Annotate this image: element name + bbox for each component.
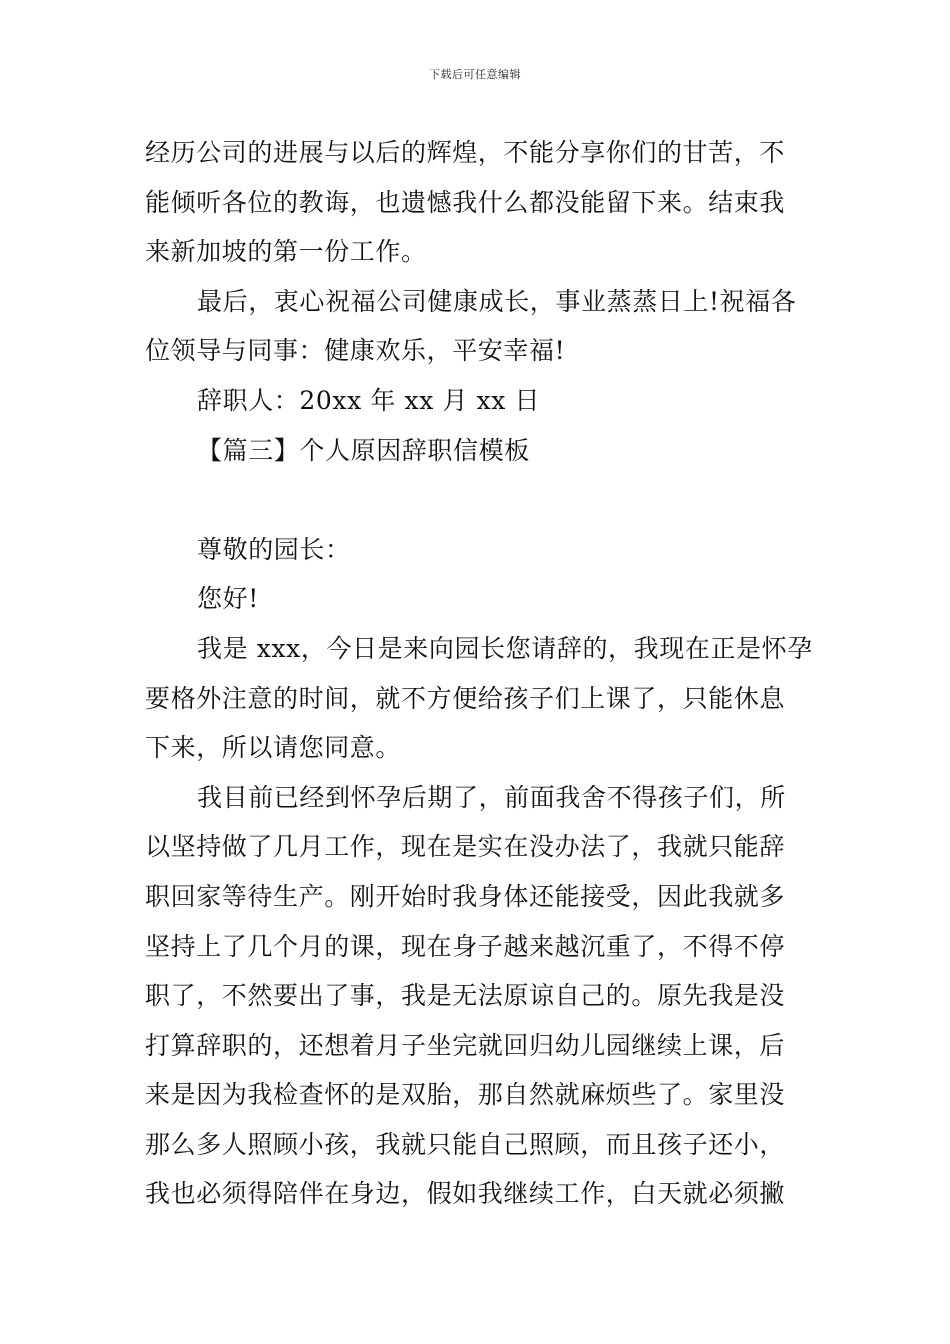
text-line: 最后，衷心祝福公司健康成长，事业蒸蒸日上!祝福各 — [197, 286, 797, 316]
text-line: 能倾听各位的教诲，也遗憾我什么都没能留下来。结束我 — [145, 187, 786, 217]
page-header: 下载后可任意编辑 — [429, 68, 521, 81]
text-line: 来新加坡的第一份工作。 — [145, 237, 427, 267]
text-line: 以坚持做了几月工作，现在是实在没办法了，我就只能辞 — [145, 832, 786, 862]
text-line: 尊敬的园长： — [197, 534, 351, 564]
text-line: 那么多人照顾小孩，我就只能自己照顾，而且孩子还小， — [145, 1129, 786, 1159]
blank-line — [145, 475, 811, 525]
text-line: 来是因为我检查怀的是双胎，那自然就麻烦些了。家里没 — [145, 1080, 786, 1110]
text-line: 下来，所以请您同意。 — [145, 733, 402, 763]
text-line: 您好! — [197, 584, 259, 614]
text-line: 我也必须得陪伴在身边，假如我继续工作，白天就必须撇 — [145, 1179, 786, 1209]
text-line: 【篇三】个人原因辞职信模板 — [197, 435, 530, 465]
text-line: 要格外注意的时间，就不方便给孩子们上课了，只能休息 — [145, 683, 786, 713]
text-line: 打算辞职的，还想着月子坐完就回归幼儿园继续上课，后 — [145, 1030, 786, 1060]
text-line: 职回家等待生产。刚开始时我身体还能接受，因此我就多 — [145, 881, 786, 911]
text-line: 职了，不然要出了事，我是无法原谅自己的。原先我是没 — [145, 981, 786, 1011]
document-body — [145, 128, 811, 1219]
text-line: 我是 xxx，今日是来向园长您请辞的，我现在正是怀孕 — [197, 633, 813, 663]
text-line: 我目前已经到怀孕后期了，前面我舍不得孩子们，所 — [197, 782, 786, 812]
text-line: 辞职人：20xx 年 xx 月 xx 日 — [197, 385, 541, 415]
text-line: 坚持上了几个月的课，现在身子越来越沉重了，不得不停 — [145, 931, 786, 961]
text-line: 位领导与同事：健康欢乐，平安幸福! — [145, 336, 566, 366]
text-line: 经历公司的进展与以后的辉煌，不能分享你们的甘苦，不 — [145, 138, 786, 167]
